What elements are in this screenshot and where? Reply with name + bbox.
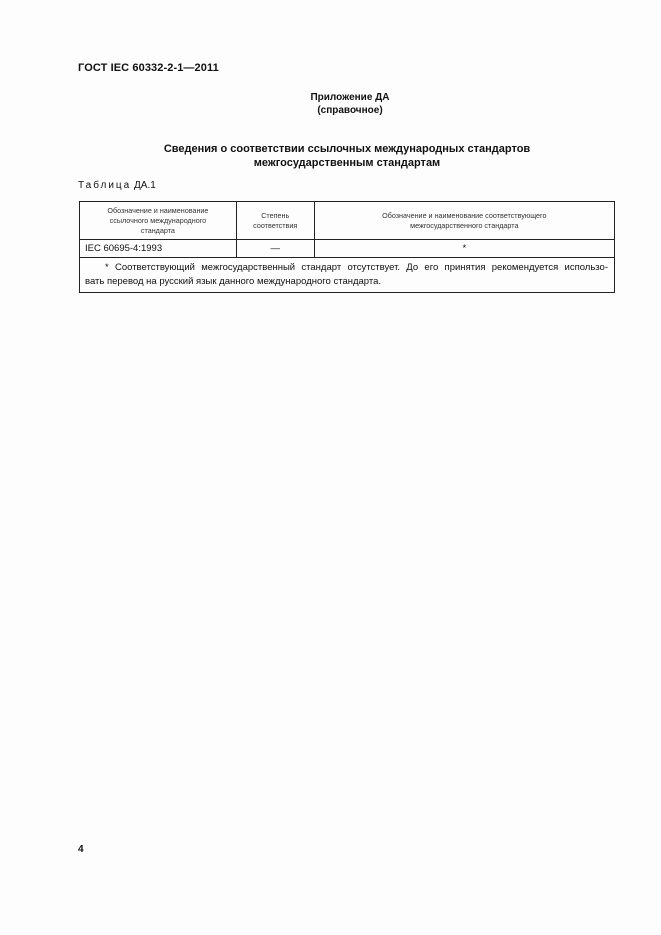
cell-ref-standard: IEC 60695-4:1993 (80, 240, 237, 258)
header-ref-standard: Обозначение и наименование ссылочного международного стандарта (80, 202, 237, 240)
table-row (80, 240, 615, 258)
annex-subtitle: (справочное) (317, 105, 383, 116)
section-title-line1: Сведения о соответствии ссылочных международных стандартов (163, 143, 531, 155)
table-caption (78, 180, 156, 191)
cell-interstate-standard: * (314, 240, 614, 258)
header-degree: Степень соответствия (236, 202, 314, 240)
cell-degree: — (236, 240, 314, 258)
table-footnote-row (80, 258, 615, 293)
header-interstate-standard: Обозначение и наименование соответствующего межгосударственного стандарта (314, 202, 614, 240)
document-code: ГОСТ IEC 60332-2-1—2011 (78, 62, 219, 74)
table-footnote (80, 258, 615, 293)
footnote-line1: * Соответствующий межгосударственный стандарт отсутствует. До его принятия рекомендуется использо- (105, 262, 608, 273)
annex-title: Приложение ДА (310, 92, 390, 103)
page-number: 4 (78, 844, 84, 855)
table-caption-word: Таблица (78, 180, 132, 191)
correspondence-table (79, 201, 615, 293)
table-header-row (80, 202, 615, 240)
footnote-line2: вать перевод на русский язык данного международного стандарта. (85, 276, 382, 287)
table-caption-number: ДА.1 (134, 180, 156, 191)
section-title-line2: межгосударственным стандартам (253, 157, 441, 169)
